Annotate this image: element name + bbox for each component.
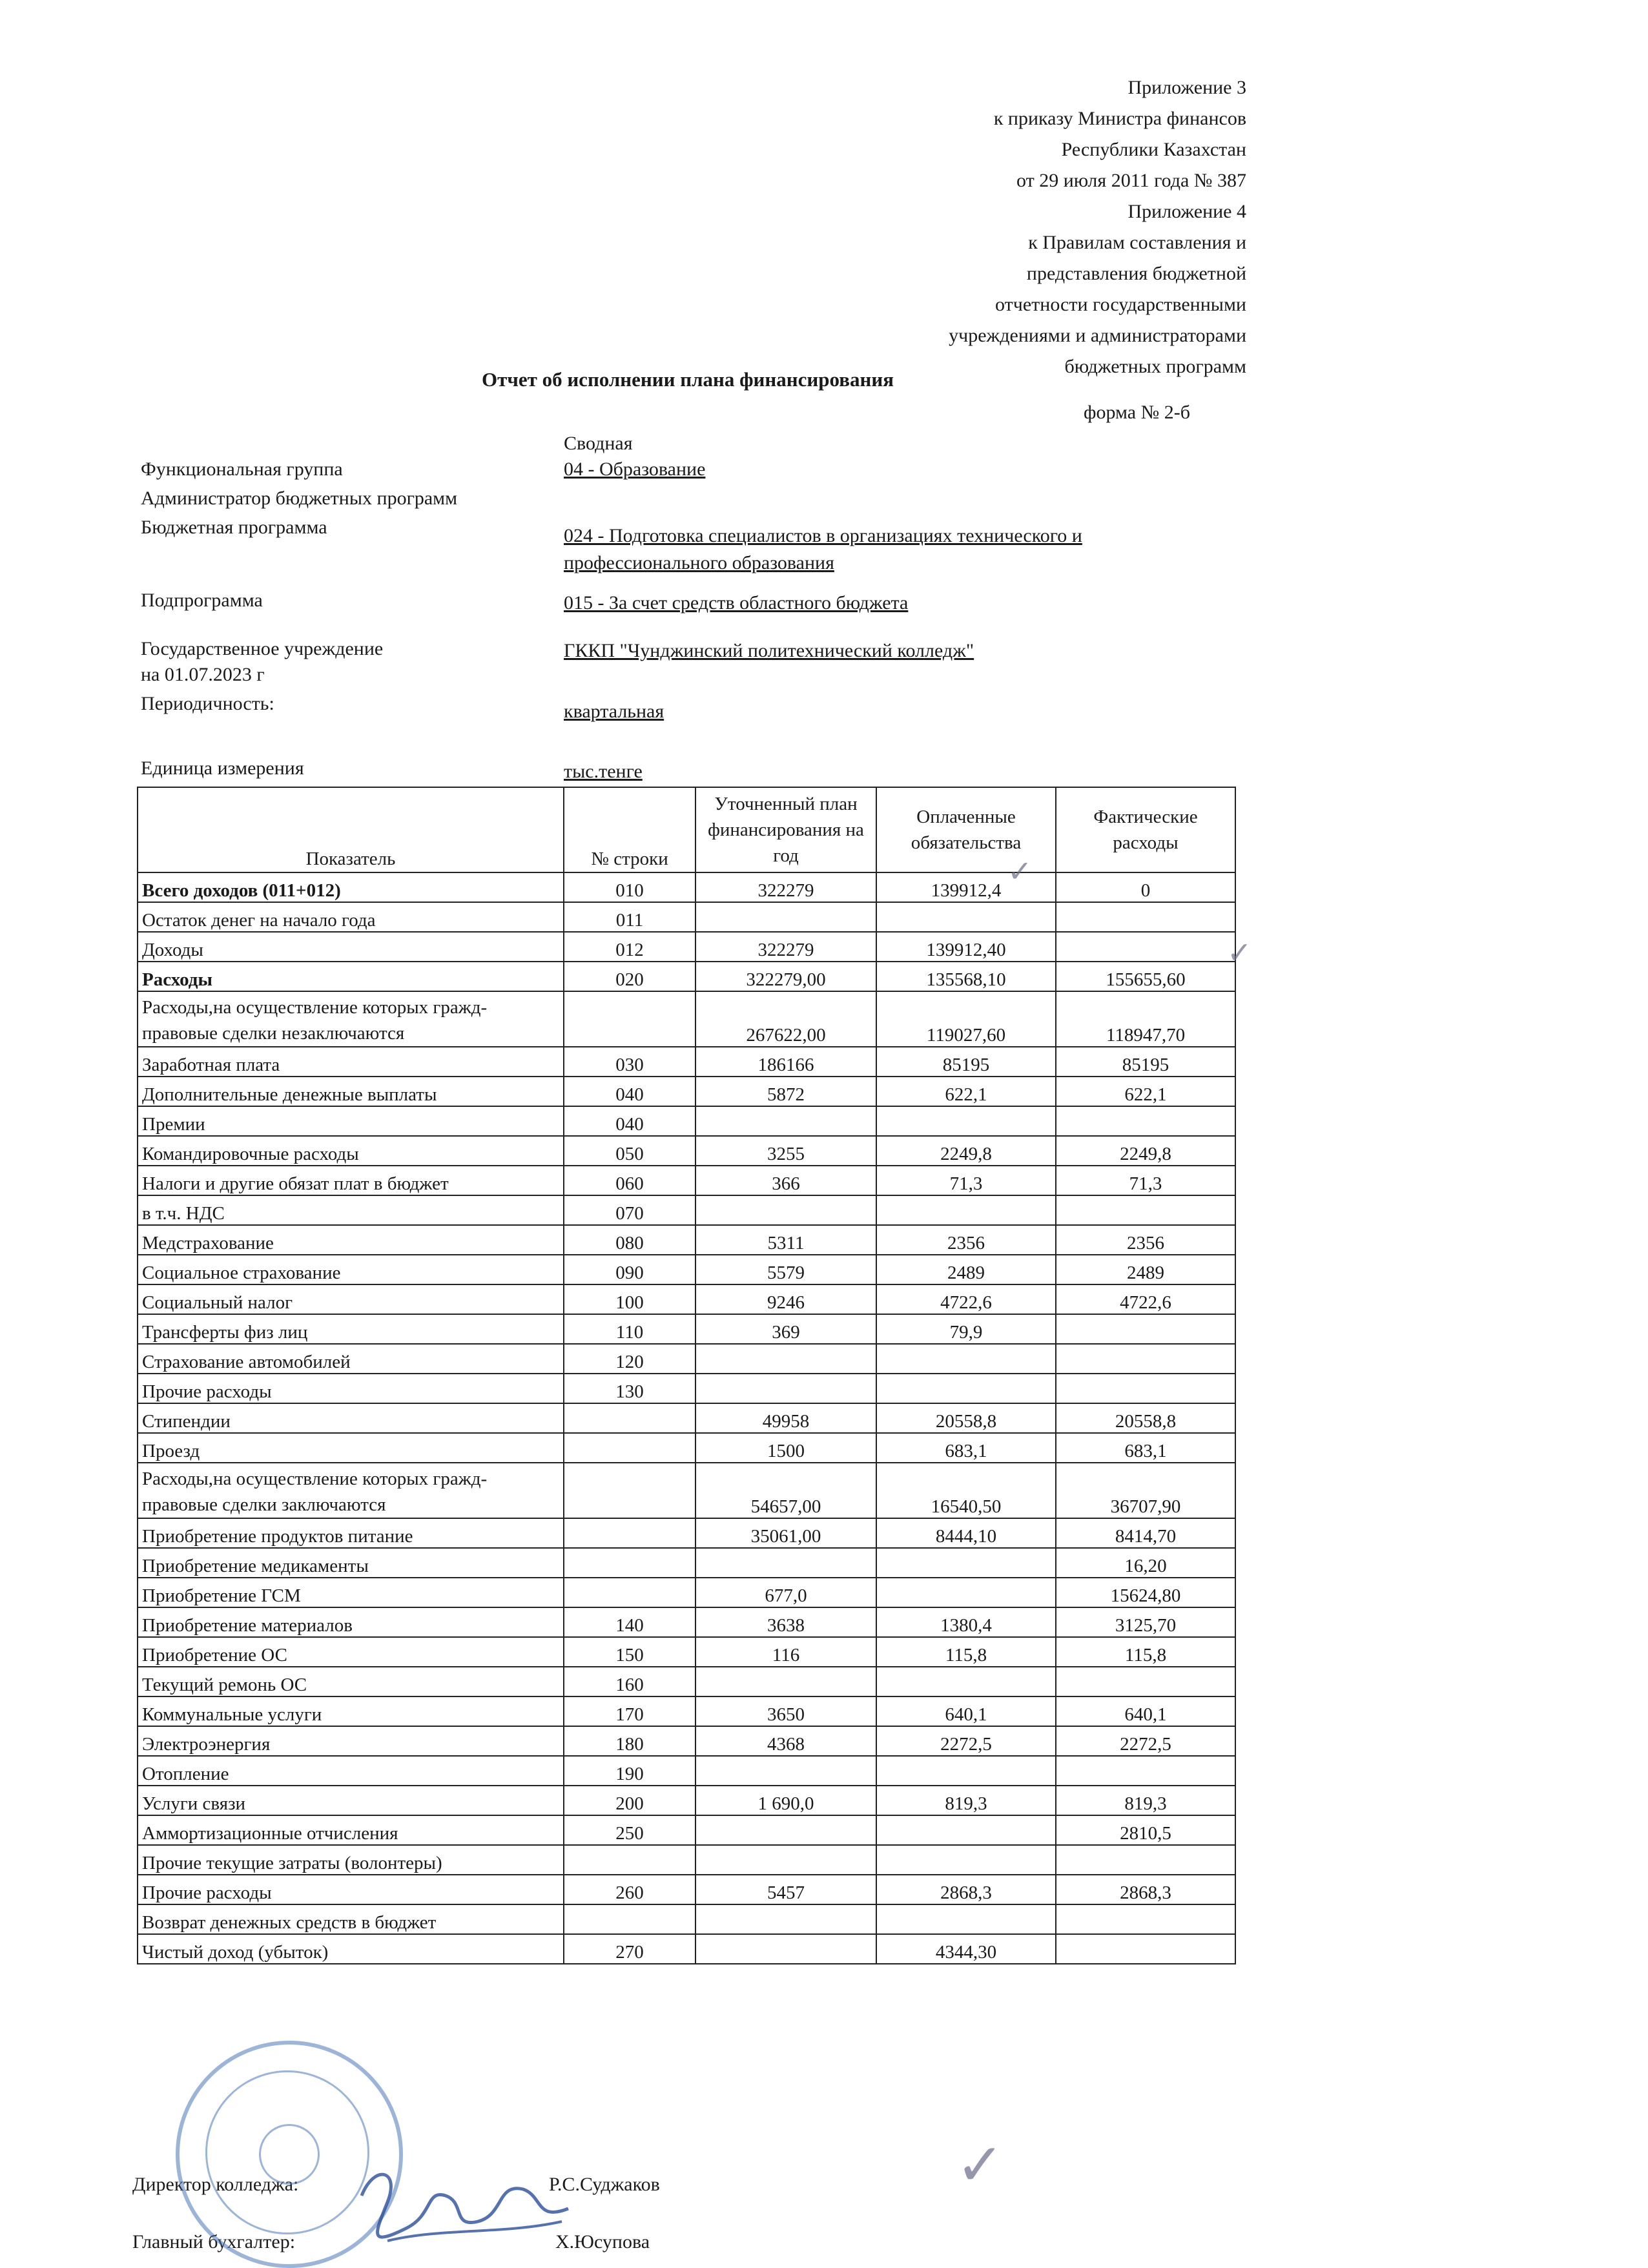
appendix-block bbox=[949, 72, 1246, 382]
cell-paid: 622,1 bbox=[876, 1077, 1056, 1106]
cell-actual: 819,3 bbox=[1056, 1786, 1235, 1815]
cell-row-no bbox=[564, 1403, 695, 1433]
cell-actual bbox=[1056, 1667, 1235, 1696]
cell-row-no: 100 bbox=[564, 1284, 695, 1314]
cell-row-no: 180 bbox=[564, 1726, 695, 1756]
cell-plan bbox=[695, 1845, 876, 1875]
cell-paid bbox=[876, 1845, 1056, 1875]
cell-row-no: 010 bbox=[564, 872, 695, 902]
cell-indicator: Отопление bbox=[138, 1756, 564, 1786]
header-plan: Уточненный план финансирования на год bbox=[695, 787, 876, 872]
cell-plan: 9246 bbox=[695, 1284, 876, 1314]
table-row bbox=[138, 1077, 1235, 1106]
cell-paid bbox=[876, 1815, 1056, 1845]
cell-plan: 5457 bbox=[695, 1875, 876, 1904]
cell-indicator: Всего доходов (011+012) bbox=[138, 872, 564, 902]
cell-actual: 155655,60 bbox=[1056, 962, 1235, 991]
appendix-line: к приказу Министра финансов bbox=[993, 108, 1246, 129]
check-mark-icon: ✓ bbox=[1227, 935, 1252, 970]
cell-indicator: Аммортизационные отчисления bbox=[138, 1815, 564, 1845]
cell-row-no: 012 bbox=[564, 932, 695, 962]
cell-plan bbox=[695, 1106, 876, 1136]
cell-indicator: Проезд bbox=[138, 1433, 564, 1463]
cell-plan bbox=[695, 1344, 876, 1374]
appendix-line: от 29 июля 2011 года № 387 bbox=[1016, 170, 1246, 191]
periodicity-label: Периодичность: bbox=[141, 693, 274, 714]
cell-plan bbox=[695, 1815, 876, 1845]
summary-label: Сводная bbox=[564, 433, 633, 454]
cell-row-no: 030 bbox=[564, 1047, 695, 1077]
cell-row-no: 040 bbox=[564, 1106, 695, 1136]
table-row bbox=[138, 1047, 1235, 1077]
appendix-line: представления бюджетной bbox=[1026, 263, 1246, 284]
periodicity-value: квартальная bbox=[564, 701, 664, 722]
cell-row-no: 120 bbox=[564, 1344, 695, 1374]
table-row bbox=[138, 932, 1235, 962]
cell-plan: 5311 bbox=[695, 1225, 876, 1255]
cell-paid: 4722,6 bbox=[876, 1284, 1056, 1314]
director-name: Р.С.Суджаков bbox=[549, 2174, 660, 2195]
cell-actual bbox=[1056, 932, 1235, 962]
cell-indicator: Социальный налог bbox=[138, 1284, 564, 1314]
cell-paid: 1380,4 bbox=[876, 1607, 1056, 1637]
cell-actual bbox=[1056, 1314, 1235, 1344]
cell-indicator: Приобретение ОС bbox=[138, 1637, 564, 1667]
cell-paid bbox=[876, 1548, 1056, 1578]
report-date: на 01.07.2023 г bbox=[141, 664, 265, 685]
cell-paid: 16540,50 bbox=[876, 1463, 1056, 1518]
table-row bbox=[138, 872, 1235, 902]
cell-actual bbox=[1056, 1756, 1235, 1786]
cell-row-no: 080 bbox=[564, 1225, 695, 1255]
functional-group-value: 04 - Образование bbox=[564, 459, 706, 480]
table-row bbox=[138, 1463, 1235, 1518]
cell-paid: 2249,8 bbox=[876, 1136, 1056, 1166]
institution-value: ГККП "Чунджинский политехнический колледж" bbox=[564, 640, 974, 661]
table-row bbox=[138, 1195, 1235, 1225]
table-row bbox=[138, 1845, 1235, 1875]
cell-indicator: Электроэнергия bbox=[138, 1726, 564, 1756]
cell-indicator: Стипендии bbox=[138, 1403, 564, 1433]
cell-indicator: Заработная плата bbox=[138, 1047, 564, 1077]
header-row-no: № строки bbox=[564, 787, 695, 872]
director-label: Директор колледжа: bbox=[132, 2174, 299, 2195]
cell-row-no bbox=[564, 991, 695, 1047]
cell-paid: 115,8 bbox=[876, 1637, 1056, 1667]
appendix-line: отчетности государственными bbox=[995, 294, 1246, 315]
cell-row-no: 190 bbox=[564, 1756, 695, 1786]
header-actual: Фактические расходы bbox=[1056, 787, 1235, 872]
cell-actual: 115,8 bbox=[1056, 1637, 1235, 1667]
budget-program-value-line2: профессионального образования bbox=[564, 552, 834, 573]
table-row bbox=[138, 1934, 1235, 1964]
appendix-line: учреждениями и администраторами bbox=[949, 325, 1246, 346]
cell-actual: 622,1 bbox=[1056, 1077, 1235, 1106]
cell-indicator: Расходы,на осуществление которых гражд-правовые сделки заключаются bbox=[138, 1463, 564, 1518]
cell-actual bbox=[1056, 1344, 1235, 1374]
administrator-label: Администратор бюджетных программ bbox=[141, 488, 458, 509]
unit-label: Единица измерения bbox=[141, 758, 304, 779]
check-mark-icon: ✓ bbox=[1007, 854, 1033, 889]
cell-row-no: 040 bbox=[564, 1077, 695, 1106]
cell-paid bbox=[876, 1344, 1056, 1374]
appendix-line: бюджетных программ bbox=[1064, 356, 1246, 377]
cell-indicator: Расходы bbox=[138, 962, 564, 991]
cell-actual: 20558,8 bbox=[1056, 1403, 1235, 1433]
cell-indicator: Прочие текущие затраты (волонтеры) bbox=[138, 1845, 564, 1875]
cell-paid: 20558,8 bbox=[876, 1403, 1056, 1433]
cell-actual bbox=[1056, 1106, 1235, 1136]
cell-paid: 4344,30 bbox=[876, 1934, 1056, 1964]
cell-paid: 139912,40 bbox=[876, 932, 1056, 962]
budget-program-value-line1: 024 - Подготовка специалистов в организациях технического и bbox=[564, 525, 1082, 546]
cell-indicator: Командировочные расходы bbox=[138, 1136, 564, 1166]
cell-row-no: 110 bbox=[564, 1314, 695, 1344]
cell-actual: 2868,3 bbox=[1056, 1875, 1235, 1904]
cell-actual: 3125,70 bbox=[1056, 1607, 1235, 1637]
cell-plan bbox=[695, 1756, 876, 1786]
cell-actual: 118947,70 bbox=[1056, 991, 1235, 1047]
table-row bbox=[138, 1403, 1235, 1433]
accountant-label: Главный бухгалтер: bbox=[132, 2231, 296, 2253]
cell-indicator: Страхование автомобилей bbox=[138, 1344, 564, 1374]
cell-actual: 0 bbox=[1056, 872, 1235, 902]
cell-paid: 2489 bbox=[876, 1255, 1056, 1284]
cell-indicator: Налоги и другие обязат плат в бюджет bbox=[138, 1166, 564, 1195]
cell-row-no: 170 bbox=[564, 1696, 695, 1726]
cell-paid: 8444,10 bbox=[876, 1518, 1056, 1548]
cell-indicator: Трансферты физ лиц bbox=[138, 1314, 564, 1344]
table-row bbox=[138, 1696, 1235, 1726]
cell-row-no: 150 bbox=[564, 1637, 695, 1667]
cell-plan: 186166 bbox=[695, 1047, 876, 1077]
table-row bbox=[138, 1875, 1235, 1904]
institution-label: Государственное учреждение bbox=[141, 638, 384, 659]
cell-indicator: Расходы,на осуществление которых гражд-правовые сделки незаключаются bbox=[138, 991, 564, 1047]
budget-program-label: Бюджетная программа bbox=[141, 517, 327, 538]
accountant-name: Х.Юсупова bbox=[555, 2231, 650, 2253]
cell-indicator: Социальное страхование bbox=[138, 1255, 564, 1284]
table-row bbox=[138, 962, 1235, 991]
cell-row-no bbox=[564, 1433, 695, 1463]
table-row bbox=[138, 1255, 1235, 1284]
cell-plan: 5872 bbox=[695, 1077, 876, 1106]
cell-indicator: Доходы bbox=[138, 932, 564, 962]
subprogram-value: 015 - За счет средств областного бюджета bbox=[564, 592, 909, 613]
cell-plan bbox=[695, 1374, 876, 1403]
cell-indicator: Прочие расходы bbox=[138, 1374, 564, 1403]
cell-row-no: 270 bbox=[564, 1934, 695, 1964]
cell-plan: 5579 bbox=[695, 1255, 876, 1284]
cell-actual bbox=[1056, 1934, 1235, 1964]
cell-actual: 36707,90 bbox=[1056, 1463, 1235, 1518]
cell-actual bbox=[1056, 1195, 1235, 1225]
cell-row-no: 070 bbox=[564, 1195, 695, 1225]
appendix-line: Приложение 4 bbox=[1128, 201, 1246, 222]
cell-plan bbox=[695, 1548, 876, 1578]
cell-indicator: Прочие расходы bbox=[138, 1875, 564, 1904]
cell-row-no bbox=[564, 1463, 695, 1518]
cell-actual: 2249,8 bbox=[1056, 1136, 1235, 1166]
cell-row-no: 200 bbox=[564, 1786, 695, 1815]
cell-indicator: Медстрахование bbox=[138, 1225, 564, 1255]
cell-row-no: 020 bbox=[564, 962, 695, 991]
cell-row-no: 250 bbox=[564, 1815, 695, 1845]
appendix-line: к Правилам составления и bbox=[1028, 232, 1246, 253]
cell-plan: 4368 bbox=[695, 1726, 876, 1756]
cell-plan: 677,0 bbox=[695, 1578, 876, 1607]
cell-actual: 683,1 bbox=[1056, 1433, 1235, 1463]
cell-row-no bbox=[564, 1904, 695, 1934]
form-number: форма № 2-б bbox=[1084, 402, 1190, 423]
cell-actual bbox=[1056, 1845, 1235, 1875]
cell-paid: 2356 bbox=[876, 1225, 1056, 1255]
header-paid: Оплаченные обязательства bbox=[876, 787, 1056, 872]
table-body bbox=[138, 872, 1235, 1964]
unit-value: тыс.тенге bbox=[564, 761, 643, 782]
cell-actual bbox=[1056, 1904, 1235, 1934]
table-row bbox=[138, 1667, 1235, 1696]
cell-actual: 15624,80 bbox=[1056, 1578, 1235, 1607]
cell-paid: 683,1 bbox=[876, 1433, 1056, 1463]
financing-table bbox=[137, 787, 1236, 1964]
table-row bbox=[138, 1756, 1235, 1786]
cell-row-no: 050 bbox=[564, 1136, 695, 1166]
cell-indicator: Приобретение медикаменты bbox=[138, 1548, 564, 1578]
cell-indicator: Приобретение продуктов питание bbox=[138, 1518, 564, 1548]
cell-plan: 1 690,0 bbox=[695, 1786, 876, 1815]
table-row bbox=[138, 1284, 1235, 1314]
table-row bbox=[138, 1518, 1235, 1548]
cell-plan: 322279 bbox=[695, 872, 876, 902]
cell-actual: 2810,5 bbox=[1056, 1815, 1235, 1845]
cell-paid bbox=[876, 1578, 1056, 1607]
table-row bbox=[138, 1314, 1235, 1344]
cell-row-no: 060 bbox=[564, 1166, 695, 1195]
cell-paid: 71,3 bbox=[876, 1166, 1056, 1195]
cell-actual: 640,1 bbox=[1056, 1696, 1235, 1726]
cell-plan: 1500 bbox=[695, 1433, 876, 1463]
cell-paid: 79,9 bbox=[876, 1314, 1056, 1344]
table-row bbox=[138, 1726, 1235, 1756]
table-row bbox=[138, 1786, 1235, 1815]
cell-actual: 2356 bbox=[1056, 1225, 1235, 1255]
table-row bbox=[138, 1225, 1235, 1255]
cell-paid bbox=[876, 1374, 1056, 1403]
cell-actual: 85195 bbox=[1056, 1047, 1235, 1077]
table-row bbox=[138, 1136, 1235, 1166]
table-row bbox=[138, 1578, 1235, 1607]
cell-indicator: Приобретение материалов bbox=[138, 1607, 564, 1637]
cell-indicator: Текущий ремонь ОС bbox=[138, 1667, 564, 1696]
cell-indicator: Дополнительные денежные выплаты bbox=[138, 1077, 564, 1106]
cell-paid: 2272,5 bbox=[876, 1726, 1056, 1756]
cell-indicator: Приобретение ГСМ bbox=[138, 1578, 564, 1607]
table-row bbox=[138, 1548, 1235, 1578]
check-mark-icon: ✓ bbox=[956, 2131, 1005, 2199]
table-row bbox=[138, 1637, 1235, 1667]
cell-paid bbox=[876, 902, 1056, 932]
cell-paid: 819,3 bbox=[876, 1786, 1056, 1815]
cell-row-no bbox=[564, 1578, 695, 1607]
cell-indicator: Коммунальные услуги bbox=[138, 1696, 564, 1726]
cell-row-no bbox=[564, 1518, 695, 1548]
cell-actual: 2489 bbox=[1056, 1255, 1235, 1284]
cell-plan: 3650 bbox=[695, 1696, 876, 1726]
cell-actual: 16,20 bbox=[1056, 1548, 1235, 1578]
cell-actual: 8414,70 bbox=[1056, 1518, 1235, 1548]
cell-plan: 3255 bbox=[695, 1136, 876, 1166]
cell-plan bbox=[695, 1667, 876, 1696]
cell-indicator: Услуги связи bbox=[138, 1786, 564, 1815]
table-row bbox=[138, 991, 1235, 1047]
cell-plan: 3638 bbox=[695, 1607, 876, 1637]
cell-plan: 366 bbox=[695, 1166, 876, 1195]
cell-row-no bbox=[564, 1845, 695, 1875]
cell-row-no: 140 bbox=[564, 1607, 695, 1637]
stamp-emblem bbox=[259, 2124, 320, 2185]
cell-plan bbox=[695, 902, 876, 932]
cell-paid bbox=[876, 1756, 1056, 1786]
table-row bbox=[138, 1607, 1235, 1637]
cell-indicator: в т.ч. НДС bbox=[138, 1195, 564, 1225]
cell-plan: 322279,00 bbox=[695, 962, 876, 991]
cell-paid bbox=[876, 1904, 1056, 1934]
cell-indicator: Возврат денежных средств в бюджет bbox=[138, 1904, 564, 1934]
subprogram-label: Подпрограмма bbox=[141, 590, 263, 611]
cell-plan: 369 bbox=[695, 1314, 876, 1344]
cell-actual bbox=[1056, 1374, 1235, 1403]
cell-actual bbox=[1056, 902, 1235, 932]
report-title: Отчет об исполнении плана финансирования bbox=[482, 368, 894, 391]
cell-paid: 139912,4 bbox=[876, 872, 1056, 902]
cell-row-no: 130 bbox=[564, 1374, 695, 1403]
header-indicator: Показатель bbox=[138, 787, 564, 872]
appendix-line: Республики Казахстан bbox=[1061, 139, 1246, 160]
cell-paid bbox=[876, 1667, 1056, 1696]
table-row bbox=[138, 1166, 1235, 1195]
cell-paid: 119027,60 bbox=[876, 991, 1056, 1047]
cell-plan: 322279 bbox=[695, 932, 876, 962]
cell-paid: 640,1 bbox=[876, 1696, 1056, 1726]
cell-indicator: Премии bbox=[138, 1106, 564, 1136]
table-header-row bbox=[138, 787, 1235, 872]
table-row bbox=[138, 1433, 1235, 1463]
table-row bbox=[138, 1815, 1235, 1845]
cell-paid: 85195 bbox=[876, 1047, 1056, 1077]
cell-indicator: Остаток денег на начало года bbox=[138, 902, 564, 932]
cell-row-no: 260 bbox=[564, 1875, 695, 1904]
cell-plan: 267622,00 bbox=[695, 991, 876, 1047]
cell-paid: 2868,3 bbox=[876, 1875, 1056, 1904]
cell-plan bbox=[695, 1195, 876, 1225]
cell-actual: 4722,6 bbox=[1056, 1284, 1235, 1314]
table-row bbox=[138, 1374, 1235, 1403]
director-signature bbox=[349, 2157, 581, 2260]
cell-plan bbox=[695, 1934, 876, 1964]
cell-plan: 49958 bbox=[695, 1403, 876, 1433]
cell-plan: 35061,00 bbox=[695, 1518, 876, 1548]
cell-paid: 135568,10 bbox=[876, 962, 1056, 991]
table-row bbox=[138, 1904, 1235, 1934]
cell-row-no: 090 bbox=[564, 1255, 695, 1284]
cell-paid bbox=[876, 1195, 1056, 1225]
cell-plan bbox=[695, 1904, 876, 1934]
cell-plan: 116 bbox=[695, 1637, 876, 1667]
cell-actual: 71,3 bbox=[1056, 1166, 1235, 1195]
table-row bbox=[138, 902, 1235, 932]
cell-row-no: 160 bbox=[564, 1667, 695, 1696]
appendix-line: Приложение 3 bbox=[1128, 77, 1246, 98]
cell-actual: 2272,5 bbox=[1056, 1726, 1235, 1756]
stamp-inner-ring bbox=[205, 2070, 369, 2234]
cell-paid bbox=[876, 1106, 1056, 1136]
table-row bbox=[138, 1106, 1235, 1136]
table-row bbox=[138, 1344, 1235, 1374]
cell-row-no: 011 bbox=[564, 902, 695, 932]
cell-row-no bbox=[564, 1548, 695, 1578]
cell-indicator: Чистый доход (убыток) bbox=[138, 1934, 564, 1964]
cell-plan: 54657,00 bbox=[695, 1463, 876, 1518]
functional-group-label: Функциональная группа bbox=[141, 459, 343, 480]
